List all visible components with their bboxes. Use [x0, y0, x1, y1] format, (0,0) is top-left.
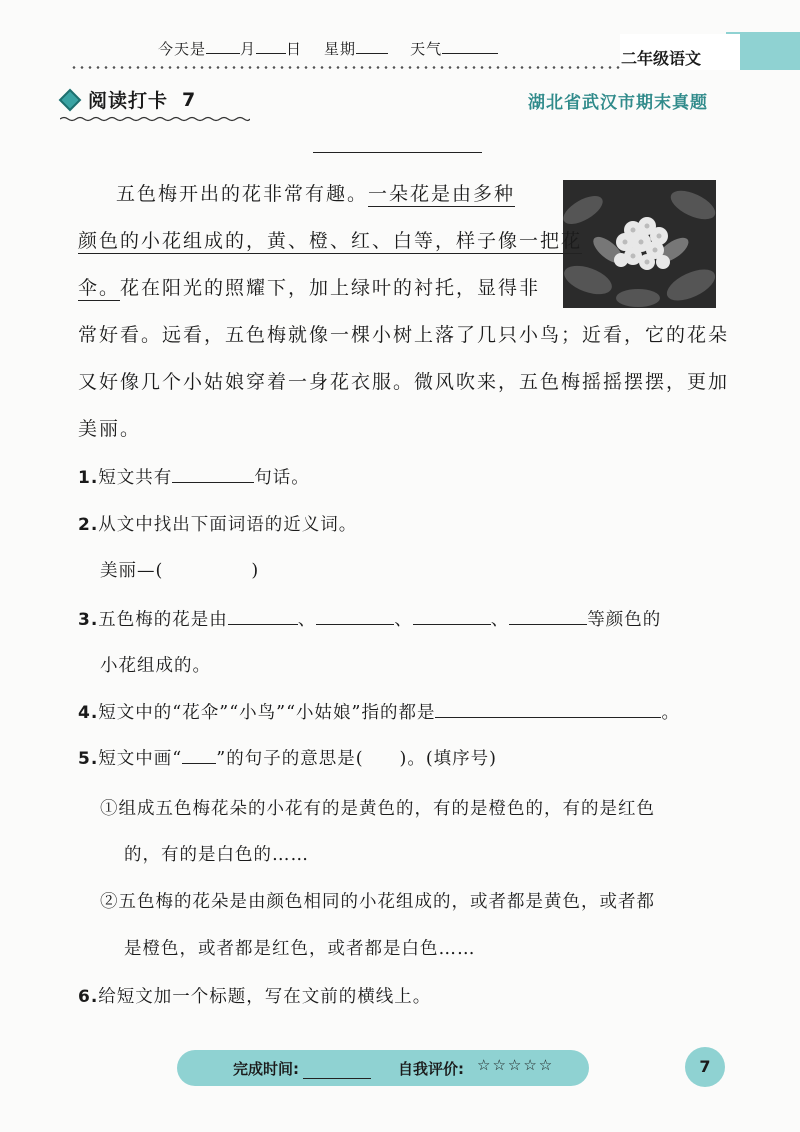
question-text: ”的句子的意思是( — [216, 749, 364, 769]
passage-text: 五色梅开出的花非常有趣。 — [116, 183, 369, 205]
question-number: 5. — [78, 749, 99, 769]
date-label-today: 今天是 — [158, 40, 207, 58]
question-number: 3. — [78, 610, 99, 630]
answer-blank[interactable] — [228, 607, 298, 625]
passage-line-6: 美丽。 — [78, 418, 142, 440]
separator: 、 — [394, 610, 413, 630]
date-label-weekday: 星期 — [324, 40, 357, 58]
question-text: 等颜色的 — [587, 610, 662, 630]
region-label: 湖北省武汉市期末真题 — [528, 93, 708, 113]
underlined-sentence: 一朵花是由多种 — [368, 183, 516, 205]
question-text: 从文中找出下面词语的近义词。 — [98, 515, 358, 535]
option-2-line-2: 是橙色，或者都是红色，或者都是白色…… — [124, 939, 476, 959]
answer-blank[interactable] — [413, 607, 491, 625]
option-1-line-1: ①组成五色梅花朵的小花有的是黄色的，有的是橙色的，有的是红色 — [100, 799, 655, 819]
question-text: 五色梅的花是由 — [98, 610, 228, 630]
question-6 — [78, 984, 431, 1010]
question-2-sub — [100, 558, 259, 584]
date-label-weather: 天气 — [410, 40, 443, 58]
question-text: )。(填序号) — [399, 749, 498, 769]
date-label-day: 日 — [286, 40, 303, 58]
question-text: 给短文加一个标题，写在文前的横线上。 — [98, 987, 432, 1007]
rating-stars[interactable]: ☆☆☆☆☆ — [477, 1056, 555, 1074]
weekday-blank[interactable] — [356, 39, 388, 54]
question-number: 1. — [78, 468, 99, 488]
question-text: 短文中画“ — [98, 749, 183, 769]
underlined-sentence: 颜色的小花组成的，黄、橙、红、白等，样子像一把花 — [78, 230, 583, 252]
wavy-underline — [60, 116, 250, 122]
question-text: 句话。 — [254, 468, 310, 488]
question-text: 短文中的“花伞”“小鸟”“小姑娘”指的都是 — [98, 703, 436, 723]
day-blank[interactable] — [256, 39, 286, 54]
question-text: ) — [251, 561, 260, 581]
date-label-month: 月 — [240, 40, 257, 58]
question-number: 2. — [78, 515, 99, 535]
grade-label: 二年级语文 — [621, 49, 702, 68]
answer-blank[interactable] — [172, 465, 254, 483]
title-blank-line[interactable] — [313, 152, 482, 153]
card-number: 7 — [182, 88, 197, 111]
flower-photo — [563, 180, 716, 308]
underlined-sentence: 伞。 — [78, 277, 121, 299]
page-number: 7 — [685, 1047, 725, 1087]
question-3 — [78, 607, 661, 633]
passage-line-5: 又好像几个小姑娘穿着一身花衣服。微风吹来，五色梅摇摇摆摆，更加 — [78, 371, 730, 393]
question-text: 美丽—( — [100, 561, 164, 581]
passage-line-1 — [116, 181, 515, 207]
question-text: 。 — [661, 703, 680, 723]
passage-line-2 — [78, 228, 582, 254]
self-eval-label: 自我评价: — [398, 1060, 464, 1078]
underline-sample — [182, 746, 216, 764]
question-2 — [78, 512, 357, 538]
question-number: 4. — [78, 703, 99, 723]
question-1 — [78, 465, 310, 491]
weather-blank[interactable] — [442, 39, 498, 54]
option-1-line-2: 的，有的是白色的…… — [124, 845, 309, 865]
option-2-line-1: ②五色梅的花朵是由颜色相同的小花组成的，或者都是黄色，或者都 — [100, 892, 655, 912]
diamond-icon — [59, 88, 82, 111]
card-title — [62, 86, 196, 113]
question-5 — [78, 746, 497, 772]
question-4 — [78, 700, 680, 726]
month-blank[interactable] — [206, 39, 240, 54]
completion-time-label: 完成时间: — [233, 1060, 299, 1078]
passage-line-4: 常好看。远看，五色梅就像一棵小树上落了几只小鸟；近看，它的花朵 — [78, 324, 730, 346]
card-title-text: 阅读打卡 — [88, 90, 169, 112]
answer-blank[interactable] — [316, 607, 394, 625]
question-3-cont: 小花组成的。 — [100, 656, 211, 676]
completion-time-blank[interactable] — [303, 1078, 371, 1079]
dotted-divider — [70, 66, 620, 69]
separator: 、 — [297, 610, 317, 630]
question-text: 短文共有 — [98, 468, 173, 488]
answer-blank[interactable] — [435, 700, 661, 718]
question-number: 6. — [78, 987, 99, 1007]
passage-line-3 — [78, 275, 540, 301]
separator: 、 — [490, 610, 510, 630]
passage-text: 花在阳光的照耀下，加上绿叶的衬托，显得非 — [120, 277, 541, 299]
answer-blank[interactable] — [509, 607, 587, 625]
date-line — [158, 38, 498, 59]
